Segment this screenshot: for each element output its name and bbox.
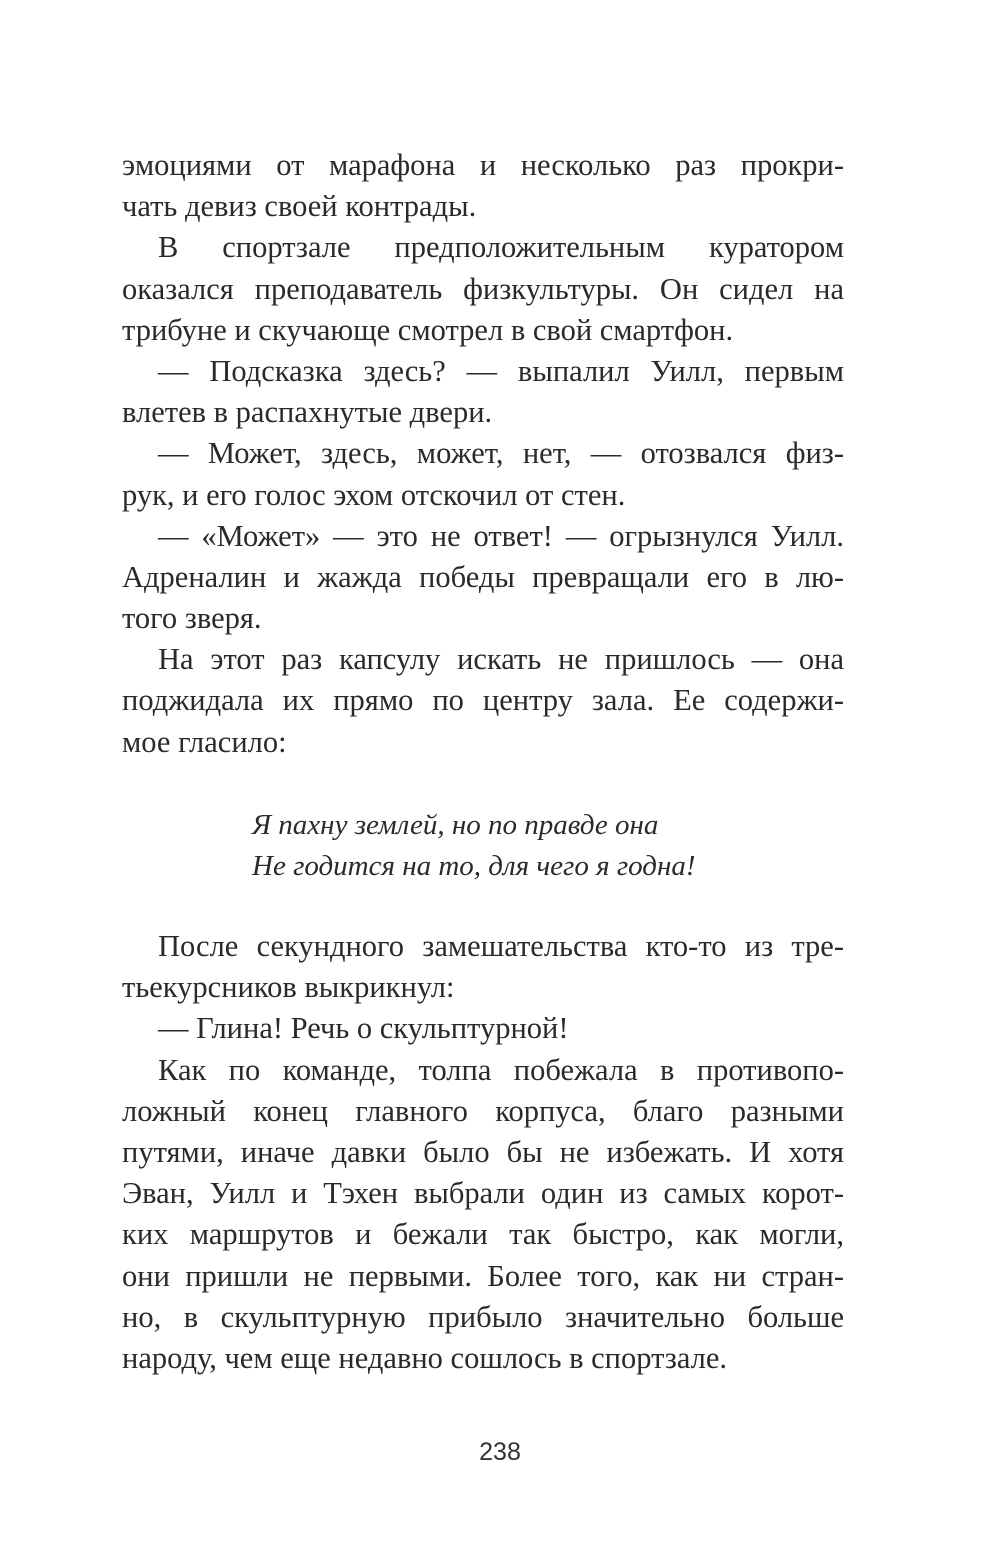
text-line: трибуне и скучающе смотрел в свой смартфон. xyxy=(122,312,734,347)
text-line: рук, и его голос эхом отскочил от стен. xyxy=(122,477,626,512)
text-line: влетев в распахнутые двери. xyxy=(122,395,493,430)
text-line: но, в скульптурную прибыло значительно больше xyxy=(122,1299,844,1334)
verse-line: Не годится на то, для чего я годна! xyxy=(252,850,696,882)
text-line: — Подсказка здесь? — выпалил Уилл, первым xyxy=(158,353,844,388)
text-line: чать девиз своей контрады. xyxy=(122,189,477,224)
text-line: оказался преподаватель физкультуры. Он сидел на xyxy=(122,271,844,306)
text-line: ких маршрутов и бежали так быстро, как могли, xyxy=(122,1217,844,1252)
page-number: 238 xyxy=(479,1438,521,1466)
text-line: — Глина! Речь о скульптурной! xyxy=(158,1011,569,1046)
text-line: мое гласило: xyxy=(122,724,287,759)
text-line: — «Может» — это не ответ! — огрызнулся Уилл. xyxy=(158,518,844,553)
text-line: После секундного замешательства кто-то из тре- xyxy=(158,929,844,963)
body-text-top xyxy=(122,145,844,763)
body-text-bottom xyxy=(122,926,844,1379)
text-line: ложный конец главного корпуса, благо разными xyxy=(122,1093,844,1128)
text-line: — Может, здесь, может, нет, — отозвался физ- xyxy=(158,436,844,471)
text-line: В спортзале предположительным куратором xyxy=(158,230,844,265)
text-line: они пришли не первыми. Более того, как ни стран- xyxy=(122,1258,844,1293)
text-line: Эван, Уилл и Тэхен выбрали один из самых корот- xyxy=(122,1176,844,1211)
text-line: путями, иначе давки было бы не избежать. И хотя xyxy=(122,1134,844,1169)
text-line: народу, чем еще недавно сошлось в спортзале. xyxy=(122,1340,728,1375)
text-line: Как по команде, толпа побежала в противопо- xyxy=(158,1052,844,1087)
riddle-verse xyxy=(252,805,695,887)
text-line: эмоциями от марафона и несколько раз прокри- xyxy=(122,148,844,182)
verse-line: Я пахну землей, но по правде она xyxy=(252,809,659,841)
text-line: того зверя. xyxy=(122,601,262,636)
text-line: тьекурсников выкрикнул: xyxy=(122,970,455,1005)
text-line: поджидала их прямо по центру зала. Ее содержи- xyxy=(122,683,844,718)
text-line: На этот раз капсулу искать не пришлось — она xyxy=(158,642,844,677)
text-line: Адреналин и жажда победы превращали его в лю- xyxy=(122,559,844,594)
